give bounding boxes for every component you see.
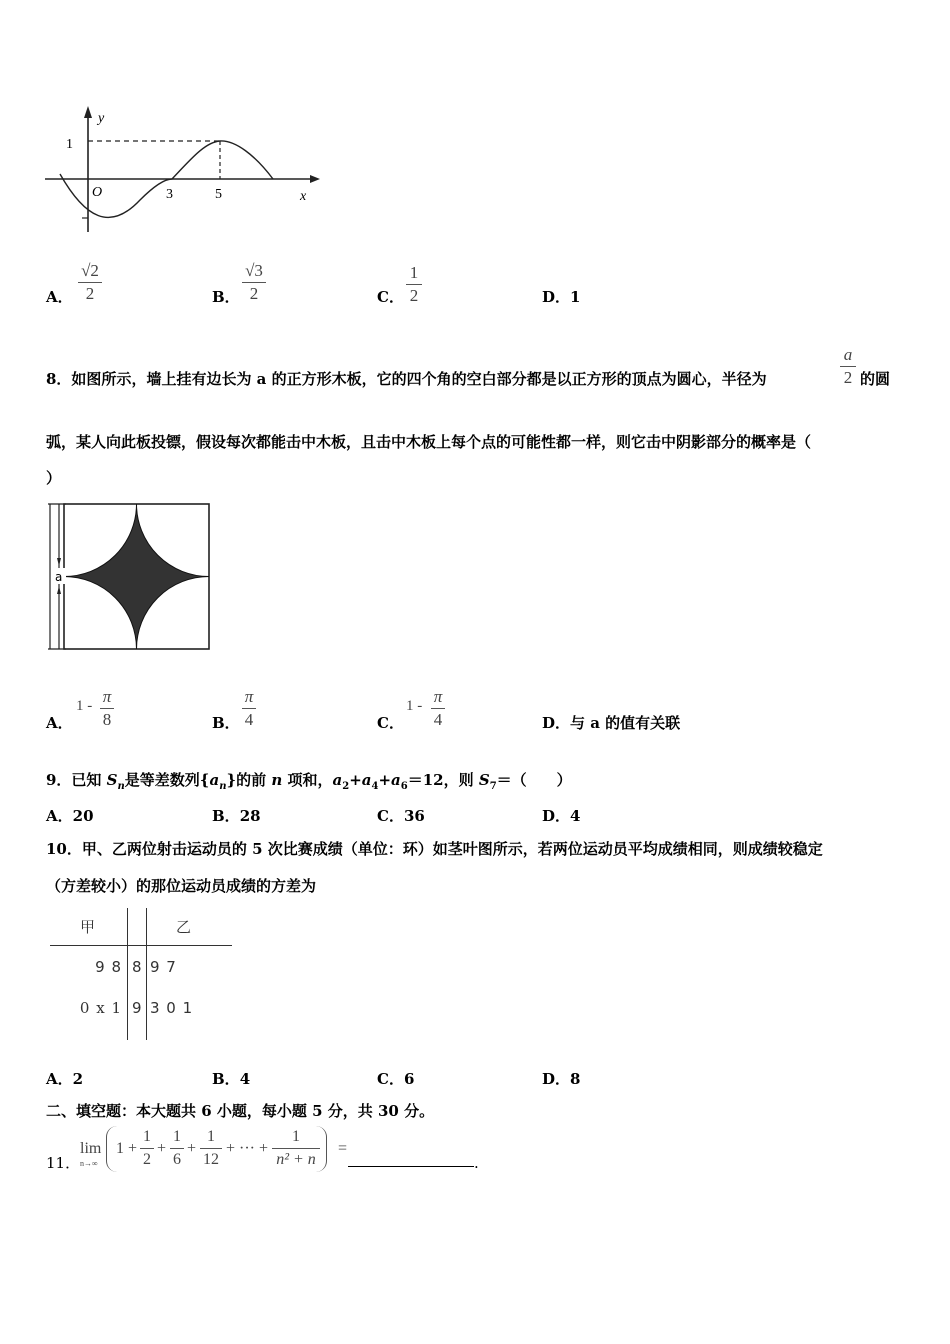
stem-leaf-right-divider: [146, 908, 147, 1040]
q8-option-c-letter[interactable]: C．: [377, 714, 404, 732]
tick-3-label: 3: [166, 187, 173, 202]
answer-blank[interactable]: [348, 1166, 474, 1167]
q9-option-b[interactable]: B．28: [212, 807, 261, 825]
x-label: x: [300, 189, 307, 204]
y-label: y: [98, 111, 105, 126]
lim-text: lim: [80, 1140, 102, 1157]
q10-line1: 10．甲、乙两位射击运动员的 5 次比赛成绩（单位：环）如茎叶图所示，若两位运动员平均成绩相同，则成绩较稳定: [46, 840, 823, 858]
dimension-down-arrow: [57, 558, 61, 566]
origin-label: O: [92, 185, 103, 200]
tick-5-label: 5: [215, 187, 222, 202]
q8-option-c-prefix: 1 -: [406, 698, 423, 714]
q8-option-a-letter[interactable]: A．: [46, 714, 73, 732]
square-board-figure: [44, 500, 214, 655]
q8-line1a: 8．如图所示，墙上挂有边长为 a 的正方形木板，它的四个角的空白部分都是以正方形的顶点为圆心，半径为: [46, 370, 767, 388]
plus-2: +: [187, 1140, 197, 1157]
q8-option-b-letter[interactable]: B．: [212, 714, 240, 732]
row1-left-leaves: 9 8: [95, 958, 122, 976]
q11-number: 11．: [46, 1154, 81, 1172]
q7-option-a-fraction: √2 2: [76, 260, 104, 305]
ellipsis-terms: + ··· +: [226, 1140, 269, 1157]
row1-stem: 8: [132, 958, 142, 976]
q10-option-c[interactable]: C．6: [377, 1070, 415, 1088]
q8-radius-fraction: a 2: [838, 344, 858, 389]
q7-option-c-fraction: 1 2: [404, 262, 424, 307]
q9-option-a[interactable]: A．20: [46, 807, 94, 825]
q11-end-period: .: [474, 1154, 479, 1172]
q7-option-b-letter[interactable]: B．: [212, 288, 240, 306]
dimension-up-arrow: [57, 586, 61, 594]
stem-leaf-plot: [48, 908, 234, 1042]
q9-question: 9．已知 $S_n$是等差数列$\{a_n\}$的前 n 项和，$a_2+a_4+a_6=12$，则 $S_7=$（ ）: [46, 771, 572, 792]
q9-option-c[interactable]: C．36: [377, 807, 425, 825]
q7-option-b-fraction: √3 2: [240, 260, 268, 305]
stem-leaf-left-divider: [127, 908, 128, 1040]
q8-line1b: 的圆: [860, 370, 891, 388]
row1-right-leaves: 9 7: [150, 958, 177, 976]
q7-option-c-letter[interactable]: C．: [377, 288, 404, 306]
tick-1-label: 1: [66, 137, 73, 152]
q8-option-d[interactable]: D．与 a 的值有关联: [542, 714, 681, 732]
row2-stem: 9: [132, 999, 142, 1017]
lim-subscript: n→∞: [80, 1159, 98, 1168]
q8-option-a-fraction: π 8: [98, 686, 116, 731]
q8-line3: ）: [46, 469, 62, 487]
right-header: 乙: [176, 918, 192, 936]
right-paren: [316, 1126, 327, 1172]
q8-line2: 弧，某人向此板投镖，假设每次都能击中木板，且击中木板上每个点的可能性都一样，则它击中阴影部分的概率是（: [46, 433, 812, 451]
frac-general: 1 n² + n: [270, 1126, 322, 1171]
row2-right-leaves: 3 0 1: [150, 999, 194, 1017]
plus-1: +: [157, 1140, 167, 1157]
frac-sixth: 1 6: [168, 1126, 186, 1171]
q8-option-a-prefix: 1 -: [76, 698, 93, 714]
q10-line2: （方差较小）的那位运动员成绩的方差为: [46, 877, 317, 895]
q9-option-d[interactable]: D．4: [542, 807, 581, 825]
equals-sign: =: [338, 1140, 348, 1157]
row2-left-leaves: 0 x 1: [79, 999, 122, 1017]
sine-graph: [40, 100, 330, 240]
q7-option-d[interactable]: D．1: [542, 288, 581, 306]
q10-option-d[interactable]: D．8: [542, 1070, 581, 1088]
y-axis-arrow: [84, 106, 92, 118]
dimension-label: a: [55, 570, 63, 584]
frac-twelfth: 1 12: [198, 1126, 224, 1171]
q7-option-a-letter[interactable]: A．: [46, 288, 73, 306]
q8-option-b-fraction: π 4: [240, 686, 258, 731]
x-axis-arrow: [310, 175, 320, 183]
section-title: 二、填空题：本大题共 6 小题，每小题 5 分，共 30 分。: [46, 1102, 435, 1120]
q10-option-b[interactable]: B．4: [212, 1070, 251, 1088]
q8-option-c-fraction: π 4: [429, 686, 447, 731]
q11-limit-expression: [80, 1126, 480, 1176]
q10-option-a[interactable]: A．2: [46, 1070, 84, 1088]
left-header: 甲: [80, 918, 96, 936]
stem-leaf-header-line: [50, 945, 232, 946]
frac-half: 1 2: [138, 1126, 156, 1171]
open-term: 1 +: [116, 1140, 138, 1157]
